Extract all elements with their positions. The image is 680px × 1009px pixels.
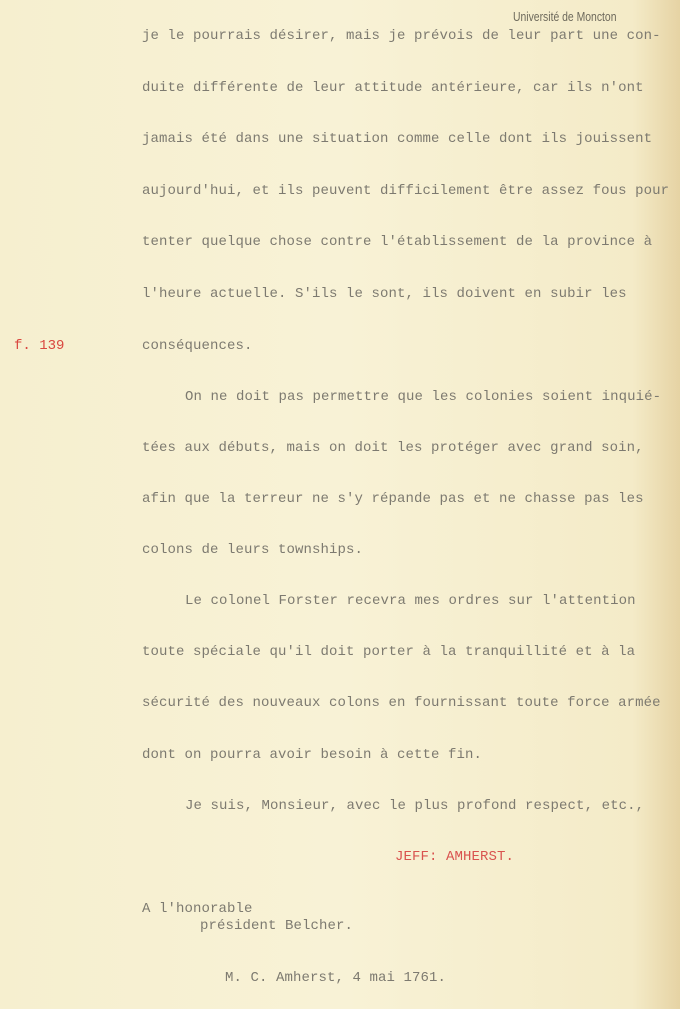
archive-stamp: Université de Moncton (513, 9, 617, 24)
addressee-line-1: A l'honorable (142, 901, 253, 917)
text-line: duite différente de leur attitude antérieure, car ils n'ont (142, 80, 644, 96)
text-line: conséquences. (142, 338, 253, 354)
text-line: jamais été dans une situation comme celle dont ils jouissent (142, 131, 653, 147)
text-line: toute spéciale qu'il doit porter à la tranquillité et à la (142, 644, 636, 660)
text-line: tées aux débuts, mais on doit les protéger avec grand soin, (142, 440, 644, 456)
folio-number: f. 139 (14, 338, 65, 354)
text-line: tenter quelque chose contre l'établissement de la province à (142, 234, 653, 250)
closing-line: Je suis, Monsieur, avec le plus profond respect, etc., (185, 798, 645, 814)
text-line: l'heure actuelle. S'ils le sont, ils doivent en subir les (142, 286, 627, 302)
text-line: aujourd'hui, et ils peuvent difficilement être assez fous pour (142, 183, 670, 199)
text-line: dont on pourra avoir besoin à cette fin. (142, 747, 483, 763)
text-line: colons de leurs townships. (142, 542, 364, 558)
addressee-line-2: président Belcher. (200, 918, 354, 934)
text-line: sécurité des nouveaux colons en fournissant toute force armée (142, 695, 661, 711)
text-line: afin que la terreur ne s'y répande pas et ne chasse pas les (142, 491, 644, 507)
paragraph-start: On ne doit pas permettre que les colonies soient inquié- (185, 389, 662, 405)
text-line: je le pourrais désirer, mais je prévois de leur part une con- (142, 28, 661, 44)
signature: JEFF: AMHERST. (395, 849, 515, 865)
source-citation: M. C. Amherst, 4 mai 1761. (225, 970, 447, 986)
paragraph-start: Le colonel Forster recevra mes ordres sur l'attention (185, 593, 636, 609)
